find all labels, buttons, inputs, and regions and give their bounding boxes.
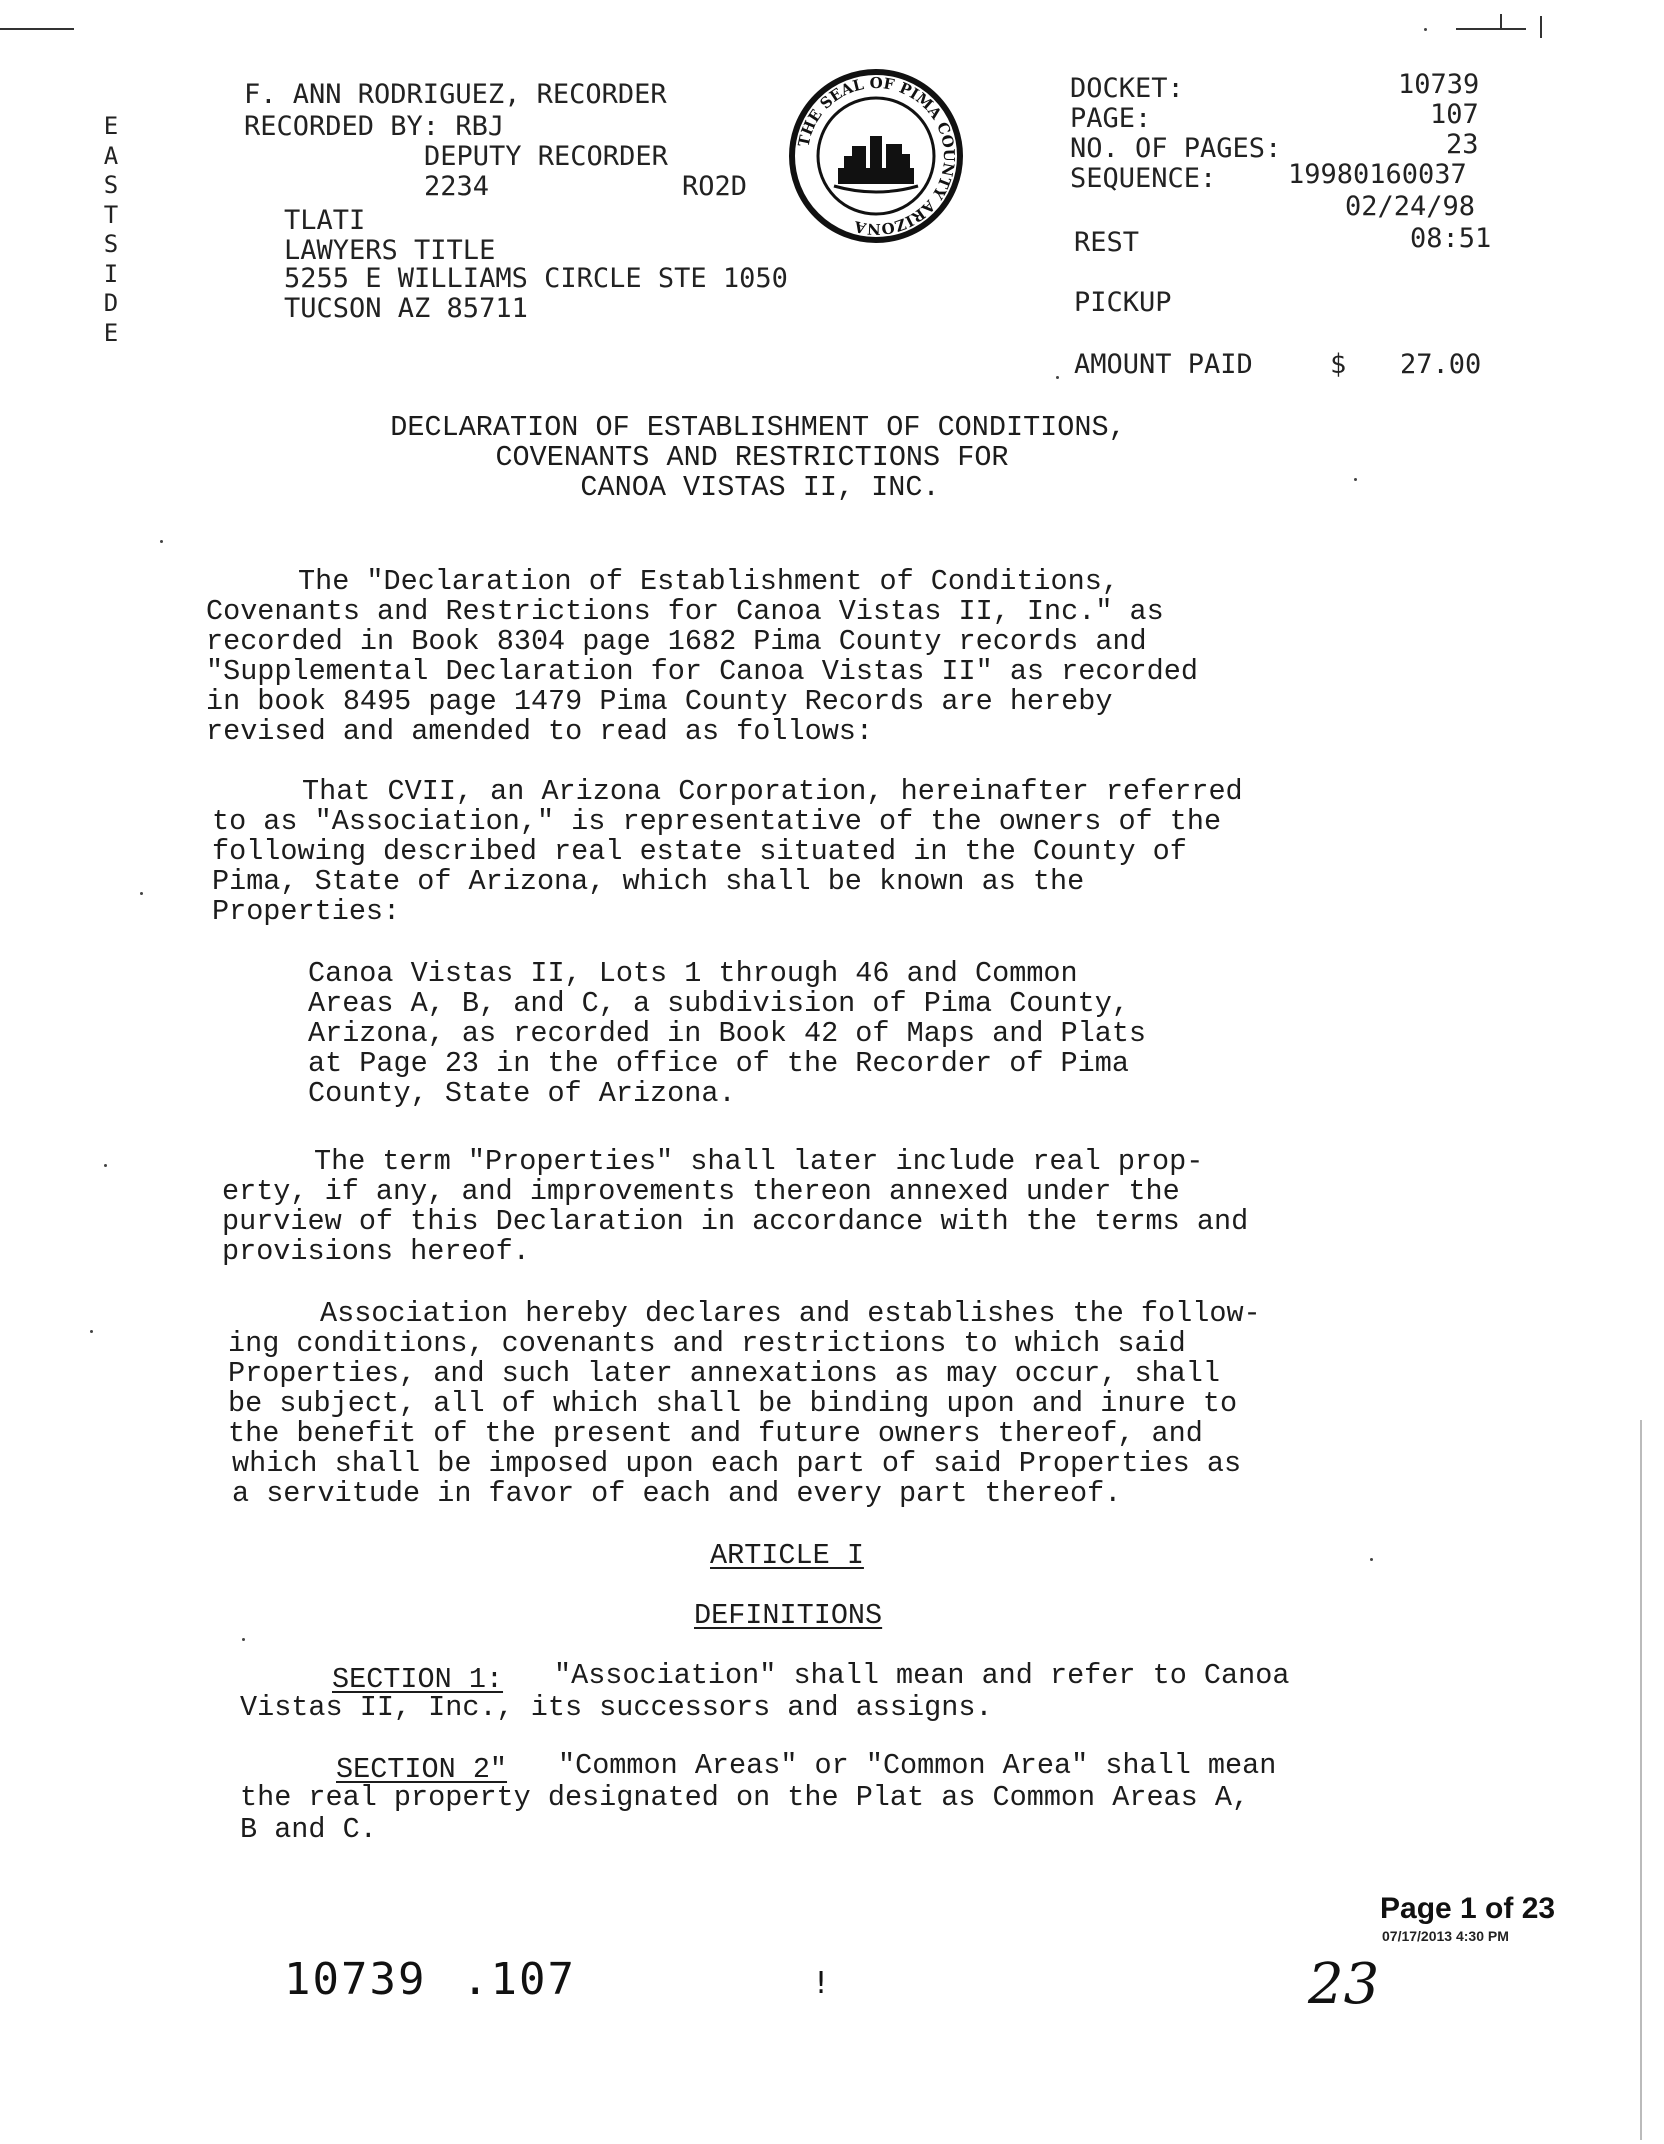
docket-value: 10739 — [1398, 69, 1480, 100]
paragraph-1-line-6: revised and amended to read as follows: — [206, 715, 874, 748]
scan-speck — [242, 1638, 245, 1641]
paragraph-5-line-5: the benefit of the present and future owners thereof, and — [228, 1417, 1203, 1450]
pages-value: 23 — [1446, 129, 1479, 160]
paragraph-1-line-5: in book 8495 page 1479 Pima County Records are hereby — [206, 685, 1113, 718]
page-value: 107 — [1430, 99, 1479, 130]
scan-edge-tick — [1500, 14, 1502, 30]
currency-symbol: $ — [1330, 349, 1347, 380]
scan-speck — [1424, 28, 1427, 31]
paragraph-5-line-6: which shall be imposed upon each part of said Properties as — [232, 1447, 1242, 1480]
stamp-docket-number: 10739 — [284, 1954, 427, 2005]
paragraph-2-line-2: to as "Association," is representative of the owners of the — [212, 805, 1222, 838]
stamp-page-number: .107 — [462, 1954, 576, 2005]
title-line-1: DECLARATION OF ESTABLISHMENT OF CONDITIONS, — [390, 411, 1126, 444]
legal-description-line-2: Areas A, B, and C, a subdivision of Pima County, — [308, 987, 1129, 1020]
paragraph-5-line-1: Association hereby declares and establishes the follow- — [320, 1297, 1261, 1330]
scan-right-border — [1640, 1420, 1642, 2140]
paragraph-2-line-4: Pima, State of Arizona, which shall be known as the — [212, 865, 1085, 898]
paragraph-5-line-3: Properties, and such later annexations as may occur, shall — [228, 1357, 1220, 1390]
scan-speck — [104, 1164, 107, 1167]
paragraph-5-line-4: be subject, all of which shall be binding upon and inure to — [228, 1387, 1238, 1420]
paragraph-4-line-1: The term "Properties" shall later include real prop- — [314, 1145, 1204, 1178]
return-address-line-2: LAWYERS TITLE — [284, 235, 496, 266]
scan-speck — [90, 1330, 93, 1333]
paragraph-1-line-3: recorded in Book 8304 page 1682 Pima County records and — [206, 625, 1147, 658]
section-2-line-1: "Common Areas" or "Common Area" shall mean — [558, 1749, 1277, 1782]
title-line-3: CANOA VISTAS II, INC. — [580, 471, 940, 504]
section-2-label: SECTION 2" — [336, 1753, 508, 1786]
scan-speck — [1354, 478, 1357, 481]
sequence-value: 19980160037 — [1288, 159, 1467, 190]
return-address-line-1: TLATI — [284, 205, 366, 236]
docket-label: DOCKET: — [1070, 73, 1184, 104]
pages-label: NO. OF PAGES: — [1070, 133, 1282, 164]
print-timestamp: 07/17/2013 4:30 PM — [1382, 1928, 1509, 1944]
scan-speck — [1370, 1558, 1373, 1561]
paragraph-4-line-4: provisions hereof. — [222, 1235, 530, 1268]
paragraph-1-line-2: Covenants and Restrictions for Canoa Vistas II, Inc." as — [206, 595, 1164, 628]
stamp-mark: ! — [812, 1966, 833, 2001]
sequence-label: SEQUENCE: — [1070, 163, 1217, 194]
section-2-line-3: B and C. — [240, 1813, 377, 1846]
paragraph-4-line-3: purview of this Declaration in accordance with the terms and — [222, 1205, 1249, 1238]
recorded-by: RECORDED BY: RBJ — [244, 111, 505, 142]
section-1-line-2: Vistas II, Inc., its successors and assigns. — [240, 1691, 993, 1724]
handwritten-page-count: 23 — [1308, 1952, 1380, 2017]
record-time: 08:51 — [1410, 223, 1492, 254]
page-indicator: Page 1 of 23 — [1380, 1892, 1556, 1925]
pickup-label: PICKUP — [1074, 287, 1172, 318]
paragraph-1-line-1: The "Declaration of Establishment of Conditions, — [298, 565, 1119, 598]
amount-paid-value: 27.00 — [1400, 349, 1482, 380]
recorder-code-left: 2234 — [424, 171, 490, 202]
recorder-code-right: RO2D — [682, 171, 748, 202]
section-1-line-1: "Association" shall mean and refer to Canoa — [554, 1659, 1290, 1692]
scan-speck — [1056, 376, 1059, 379]
paragraph-5-line-7: a servitude in favor of each and every part thereof. — [232, 1477, 1122, 1510]
deputy-recorder: DEPUTY RECORDER — [424, 141, 668, 172]
legal-description-line-3: Arizona, as recorded in Book 42 of Maps and Plats — [308, 1017, 1147, 1050]
scan-speck — [160, 540, 163, 543]
svg-text:THE SEAL OF PIMA COUNTY ARIZON: THE SEAL OF PIMA COUNTY ARIZONA — [794, 73, 959, 239]
section-1-label: SECTION 1: — [332, 1663, 504, 1696]
paragraph-4-line-2: erty, if any, and improvements thereon annexed under the — [222, 1175, 1180, 1208]
recorder-name: F. ANN RODRIGUEZ, RECORDER — [244, 79, 667, 110]
scan-edge-line-left — [0, 28, 74, 30]
paragraph-2-line-1: That CVII, an Arizona Corporation, hereinafter referred — [302, 775, 1243, 808]
title-line-2: COVENANTS AND RESTRICTIONS FOR — [495, 441, 1009, 474]
amount-paid-label: AMOUNT PAID — [1074, 349, 1253, 380]
scan-edge-tick-right — [1540, 16, 1542, 38]
scan-edge-line-right — [1456, 28, 1526, 30]
return-address-line-3: 5255 E WILLIAMS CIRCLE STE 1050 — [284, 263, 788, 294]
section-2-line-2: the real property designated on the Plat as Common Areas A, — [240, 1781, 1250, 1814]
rest-label: REST — [1074, 227, 1140, 258]
paragraph-2-line-3: following described real estate situated in the County of — [212, 835, 1187, 868]
legal-description-line-1: Canoa Vistas II, Lots 1 through 46 and Common — [308, 957, 1078, 990]
county-seal-icon — [786, 66, 966, 246]
legal-description-line-4: at Page 23 in the office of the Recorder of Pima — [308, 1047, 1129, 1080]
paragraph-2-line-5: Properties: — [212, 895, 401, 928]
definitions-heading: DEFINITIONS — [694, 1599, 883, 1632]
paragraph-5-line-2: ing conditions, covenants and restrictions to which said — [228, 1327, 1186, 1360]
paragraph-1-line-4: "Supplemental Declaration for Canoa Vistas II" as recorded — [206, 655, 1198, 688]
scan-speck — [140, 892, 143, 895]
record-date: 02/24/98 — [1345, 191, 1476, 222]
vertical-eastside-label: E A S T S I D E — [103, 112, 119, 347]
page-label: PAGE: — [1070, 103, 1152, 134]
return-address-line-4: TUCSON AZ 85711 — [284, 293, 528, 324]
article-heading: ARTICLE I — [710, 1539, 864, 1572]
legal-description-line-5: County, State of Arizona. — [308, 1077, 736, 1110]
